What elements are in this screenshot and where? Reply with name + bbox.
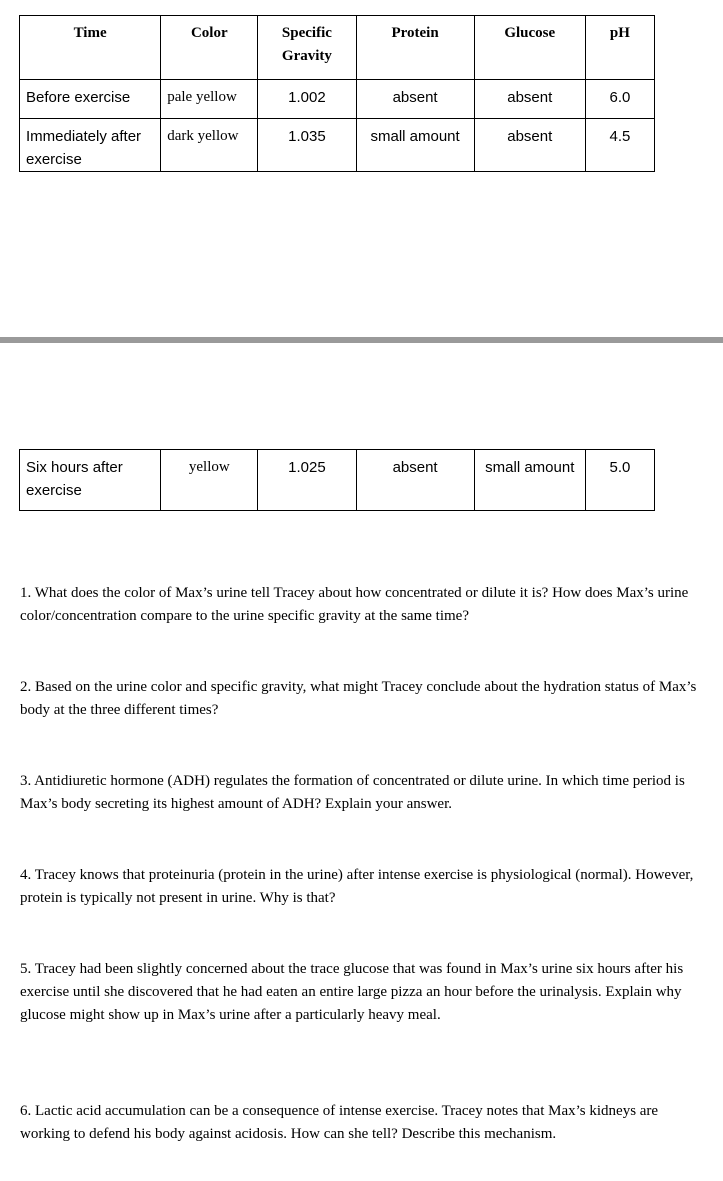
header-ph: pH <box>585 16 654 80</box>
question-4: 4. Tracey knows that proteinuria (protein in the urine) after intense exercise is physiological (normal). However, protein is typically not present in urine. Why is that? <box>20 867 694 906</box>
table-row <box>20 80 655 119</box>
header-specific-gravity: Specific Gravity <box>258 16 356 80</box>
section-divider <box>0 337 723 343</box>
cell-color: yellow <box>161 450 258 511</box>
cell-color: pale yellow <box>161 80 258 119</box>
cell-glucose: absent <box>474 80 585 119</box>
cell-glucose: small amount <box>474 450 585 511</box>
urinalysis-table-top <box>19 15 655 172</box>
question-3: 3. Antidiuretic hormone (ADH) regulates the formation of concentrated or dilute urine. In which time period is Max’s body secreting its highest amount of ADH? Explain your answer. <box>20 773 685 812</box>
question-6: 6. Lactic acid accumulation can be a consequence of intense exercise. Tracey notes that Max’s kidneys are working to defend his body against acidosis. How can she tell? Describe this mechanism. <box>20 1103 659 1142</box>
cell-glucose: absent <box>474 119 585 172</box>
cell-time: Before exercise <box>20 80 161 119</box>
cell-specific-gravity: 1.025 <box>258 450 356 511</box>
header-color: Color <box>161 16 258 80</box>
cell-ph: 4.5 <box>585 119 654 172</box>
question-2: 2. Based on the urine color and specific gravity, what might Tracey conclude about the hydration status of Max’s body at the three different times? <box>20 679 697 718</box>
header-glucose: Glucose <box>474 16 585 80</box>
cell-ph: 5.0 <box>585 450 654 511</box>
cell-time: Six hours after exercise <box>20 450 161 511</box>
table-row <box>20 450 655 511</box>
table-row <box>20 119 655 172</box>
cell-protein: absent <box>356 450 474 511</box>
header-protein: Protein <box>356 16 474 80</box>
urinalysis-table-bottom <box>19 449 655 511</box>
cell-protein: small amount <box>356 119 474 172</box>
header-time: Time <box>20 16 161 80</box>
cell-color: dark yellow <box>161 119 258 172</box>
cell-time: Immediately after exercise <box>20 119 161 172</box>
cell-protein: absent <box>356 80 474 119</box>
cell-ph: 6.0 <box>585 80 654 119</box>
cell-specific-gravity: 1.035 <box>258 119 356 172</box>
question-1: 1. What does the color of Max’s urine tell Tracey about how concentrated or dilute it is? How does Max’s urine color/concentration compare to the urine specific gravity at the same time? <box>20 585 689 624</box>
cell-specific-gravity: 1.002 <box>258 80 356 119</box>
question-5: 5. Tracey had been slightly concerned about the trace glucose that was found in Max’s urine six hours after his exercise until she discovered that he had eaten an entire large pizza an hour before the urinalysis. Explain why glucose might show up in Max’s urine after a particularly heavy meal. <box>20 961 684 1023</box>
table-header-row <box>20 16 655 80</box>
